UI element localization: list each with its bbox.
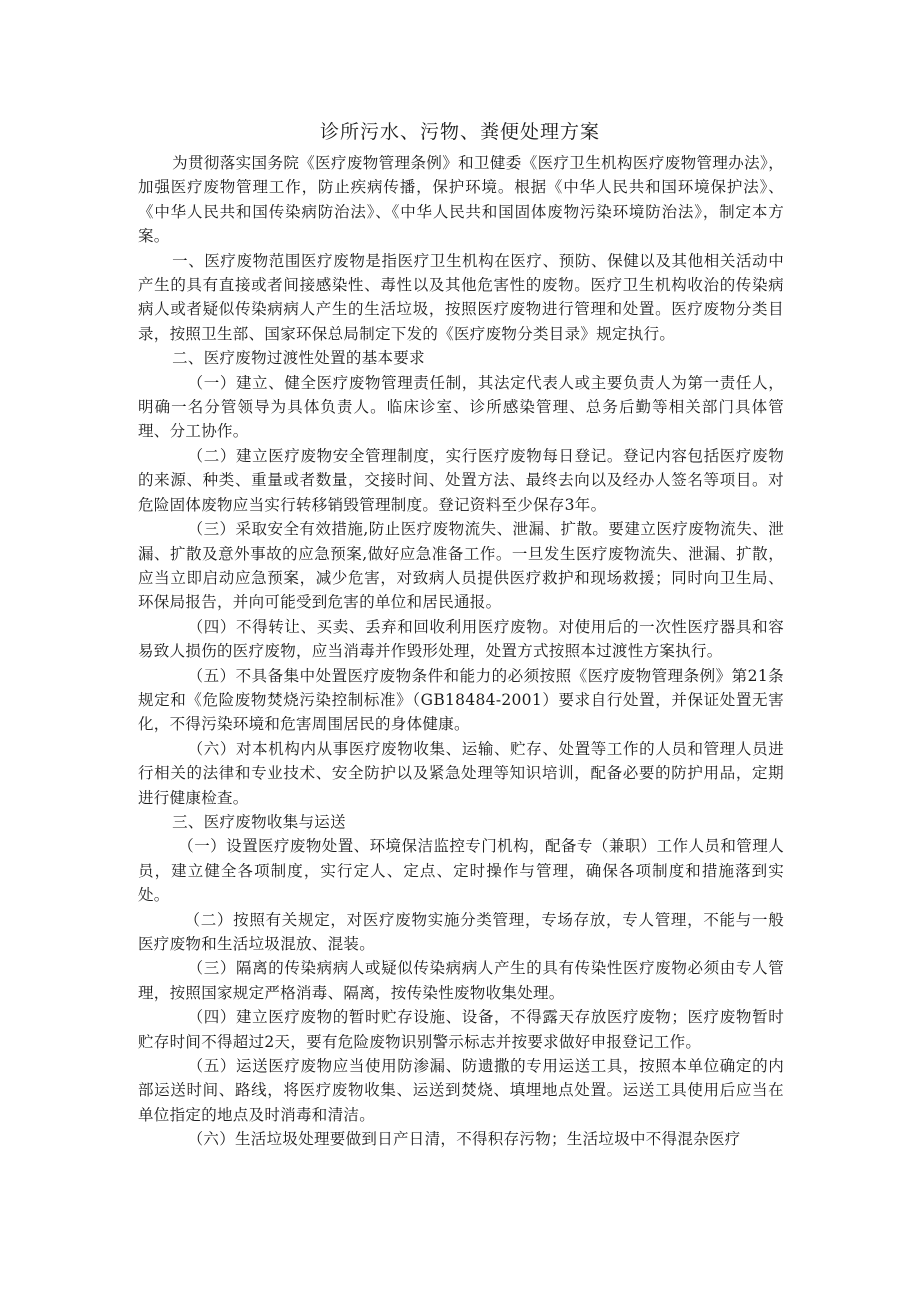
section-heading-2: 二、医疗废物过渡性处置的基本要求 (172, 349, 425, 368)
paragraph-3-5: （五）运送医疗废物应当使用防渗漏、防遗撒的专用运送工具，按照本单位确定的内部运送时间、路线，将医疗废物收集、运送到焚烧、填埋地点处置。运送工具使用后应当在单位指定的地点及时消毒和清洁。 (138, 1057, 784, 1124)
paragraph-2-3: （三）采取安全有效措施,防止医疗废物流失、泄漏、扩散。要建立医疗废物流失、泄漏、扩散及意外事故的应急预案,做好应急准备工作。一旦发生医疗废物流失、泄漏、扩散，应当立即启动应急预案，减少危害，对致病人员提供医疗救护和现场救援；同时向卫生局、环保局报告，并向可能受到危害的单位和居民通报。 (138, 520, 784, 612)
paragraph-2-5: （五）不具备集中处置医疗废物条件和能力的必须按照《医疗废物管理条例》第21条规定和《危险废物焚烧污染控制标准》（GB18484-2001）要求自行处置，并保证处置无害化，不得污染环境和危害周围居民的身体健康。 (138, 666, 784, 734)
document-title: 诊所污水、污物、粪便处理方案 (319, 121, 600, 143)
paragraph-2-1: （一）建立、健全医疗废物管理责任制，其法定代表人或主要负责人为第一责任人，明确一名分管领导为具体负责人。临床诊室、诊所感染管理、总务后勤等相关部门具体管理、分工协作。 (138, 373, 784, 441)
paragraph-section-1: 一、医疗废物范围医疗废物是指医疗卫生机构在医疗、预防、保健以及其他相关活动中产生的具有直接或者间接感染性、毒性以及其他危害性的废物。医疗卫生机构收治的传染病病人或者疑似传染病病人产生的生活垃圾，按照医疗废物进行管理和处置。医疗废物分类目录，按照卫生部、国家环保总局制定下发的《医疗废物分类目录》规定执行。 (138, 251, 784, 343)
paragraph-3-1: （一）设置医疗废物处置、环境保洁监控专门机构，配备专（兼职）工作人员和管理人员，建立健全各项制度，实行定人、定点、定时操作与管理，确保各项制度和措施落到实处。 (138, 837, 784, 905)
paragraph-3-3: （三）隔离的传染病病人或疑似传染病病人产生的具有传染性医疗废物必须由专人管理，按照国家规定严格消毒、隔离，按传染性废物收集处理。 (138, 959, 784, 1002)
paragraph-intro: 为贯彻落实国务院《医疗废物管理条例》和卫健委《医疗卫生机构医疗废物管理办法》，加强医疗废物管理工作，防止疾病传播，保护环境。根据《中华人民共和国环境保护法》、《中华人民共和国传染病防治法》、《中华人民共和国固体废物污染环境防治法》，制定本方案。 (138, 154, 784, 246)
paragraph-2-6: （六）对本机构内从事医疗废物收集、运输、贮存、处置等工作的人员和管理人员进行相关的法律和专业技术、安全防护以及紧急处理等知识培训，配备必要的防护用品，定期进行健康检查。 (138, 739, 784, 807)
paragraph-3-6: （六）生活垃圾处理要做到日产日清，不得积存污物；生活垃圾中不得混杂医疗 (187, 1130, 741, 1149)
document-body (138, 151, 784, 1152)
paragraph-2-2: （二）建立医疗废物安全管理制度，实行医疗废物每日登记。登记内容包括医疗废物的来源、种类、重量或者数量，交接时间、处置方法、最终去向以及经办人签名等项目。对危险固体废物应当实行转移销毁管理制度。登记资料至少保存3年。 (138, 446, 784, 514)
paragraph-3-4: （四）建立医疗废物的暂时贮存设施、设备，不得露天存放医疗废物；医疗废物暂时贮存时间不得超过2天，要有危险废物识别警示标志并按要求做好申报登记工作。 (138, 1008, 784, 1051)
paragraph-2-4: （四）不得转让、买卖、丢弃和回收利用医疗废物。对使用后的一次性医疗器具和容易致人损伤的医疗废物，应当消毒并作毁形处理，处置方式按照本过渡性方案执行。 (138, 617, 784, 661)
section-heading-3: 三、医疗废物收集与运送 (172, 812, 346, 831)
paragraph-3-2: （二）按照有关规定，对医疗废物实施分类管理，专场存放，专人管理，不能与一般医疗废物和生活垃圾混放、混装。 (138, 910, 784, 953)
